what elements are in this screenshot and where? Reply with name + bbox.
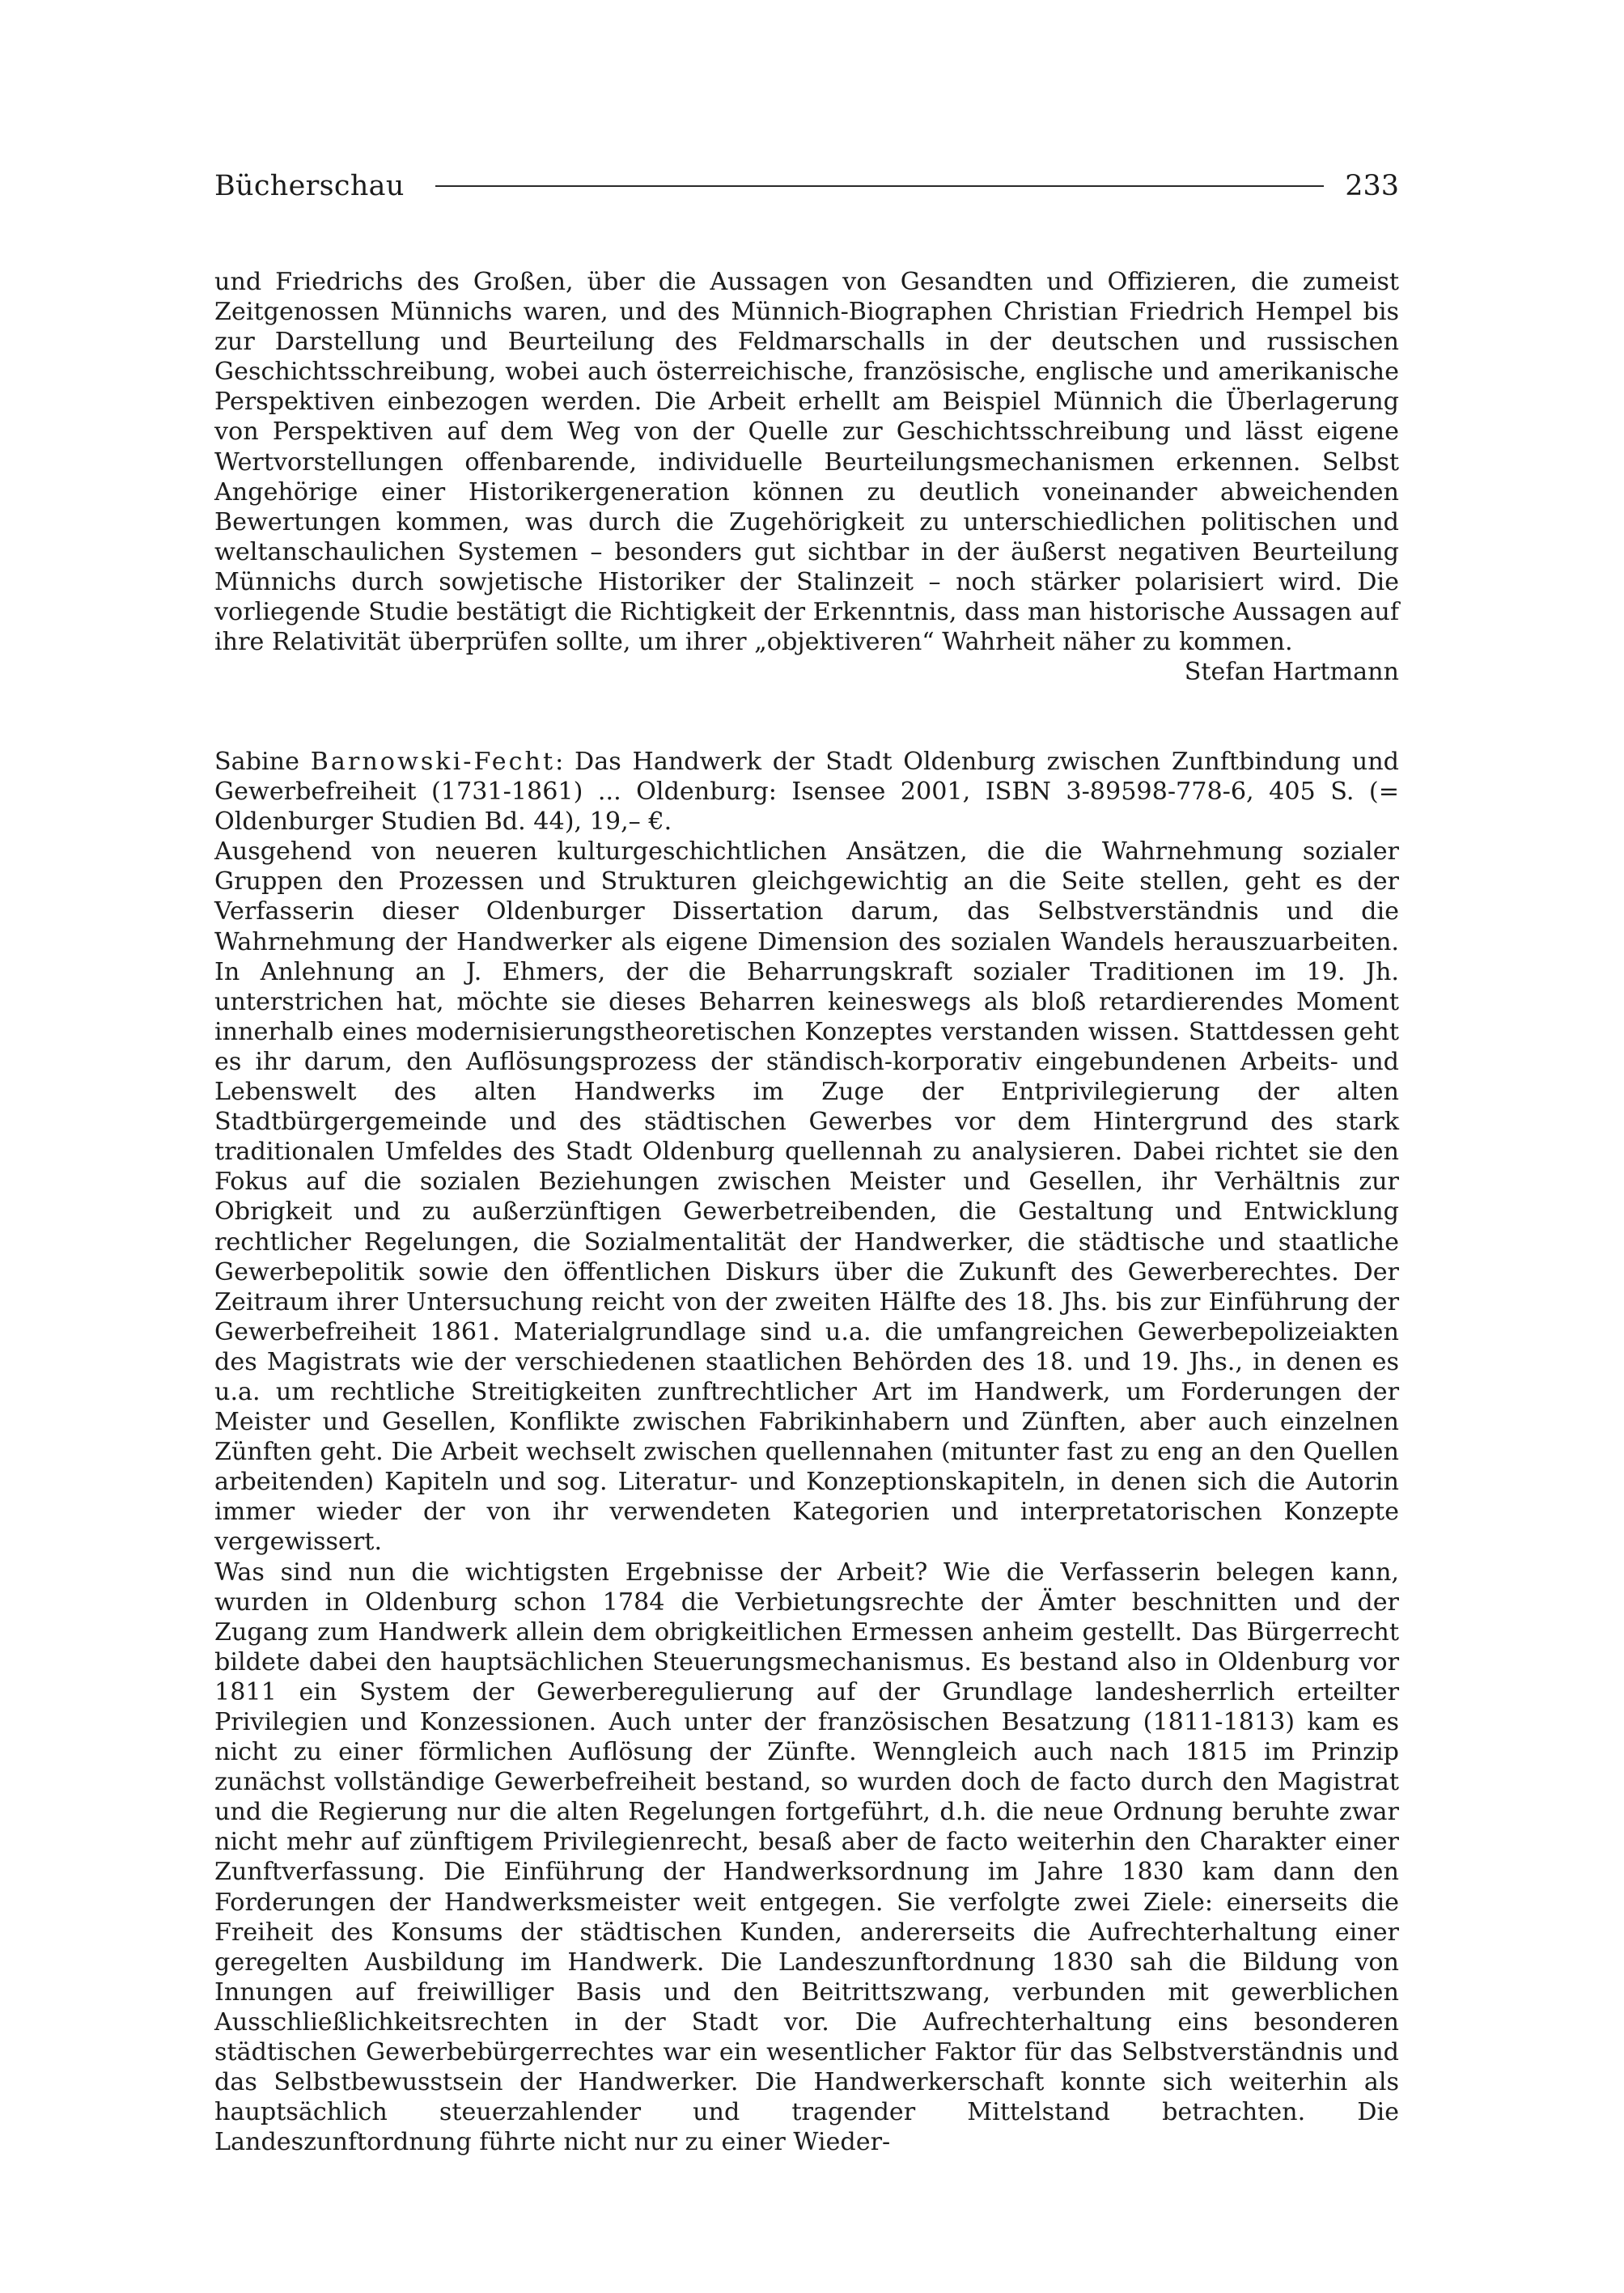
section-title: Bücherschau	[214, 170, 405, 202]
review-paragraph-2: Was sind nun die wichtigsten Ergebnisse der Arbeit? Wie die Verfasserin belegen kann, wurden in Oldenburg schon 1784 die Verbietungsrechte der Ämter beschnitten und der Zugang zum Handwerk allein dem obrigkeitlichen Ermessen anheim gestellt. Das Bürgerrecht bildete dabei den hauptsächlichen Steuerungsmechanismus. Es bestand also in Oldenburg vor 1811 ein System der Gewerberegulierung auf der Grundlage landesherrlich erteilter Privilegien und Konzessionen. Auch unter der französischen Besatzung (1811-1813) kam es nicht zu einer förmlichen Auflösung der Zünfte. Wenngleich auch nach 1815 im Prinzip zunächst vollständige Gewerbefreiheit bestand, so wurden doch de facto durch den Magistrat und die Regierung nur die alten Regelungen fortgeführt, d.h. die neue Ordnung beruhte zwar nicht mehr auf zünftigem Privilegienrecht, besaß aber de facto weiterhin den Charakter einer Zunftverfassung. Die Einführung der Handwerksordnung im Jahre 1830 kam dann den Forderungen der Handwerksmeister weit entgegen. Sie verfolgte zwei Ziele: einerseits die Freiheit des Konsums der städtischen Kunden, andererseits die Aufrechterhaltung einer geregelten Ausbildung im Handwerk. Die Landeszunftordnung 1830 sah die Bildung von Innungen auf freiwilliger Basis und den Beitrittszwang, verbunden mit gewerblichen Ausschließlichkeitsrechten in der Stadt vor. Die Aufrechterhaltung eins besonderen städtischen Gewerbebürgerrechtes war ein wesentlicher Faktor für das Selbstverständnis und das Selbstbewusstsein der Handwerker. Die Handwerkerschaft konnte sich weiterhin als hauptsächlich steuerzahlender und tragender Mittelstand betrachten. Die Landeszunftordnung führte nicht nur zu einer Wieder-	[214, 1558, 1399, 2157]
header-rule	[435, 185, 1325, 187]
running-head	[214, 166, 1399, 206]
review-continuation	[214, 267, 1399, 687]
book-citation	[214, 747, 1399, 837]
reviewer-signature: Stefan Hartmann	[1184, 658, 1399, 687]
review-body-paragraph: und Friedrichs des Großen, über die Aussagen von Gesandten und Offizieren, die zumeist Zeitgenossen Münnichs waren, und des Münnich-Biographen Christian Friedrich Hempel bis zur Darstellung und Beurteilung des Feldmarschalls in der deutschen und russischen Geschichtsschreibung, wobei auch österreichische, französische, englische und amerikanische Perspektiven einbezogen werden. Die Arbeit erhellt am Beispiel Münnich die Überlagerung von Perspektiven auf dem Weg von der Quelle zur Geschichtsschreibung und lässt eigene Wertvorstellungen offenbarende, individuelle Beurteilungsmechanismen erkennen. Selbst Angehörige einer Historikergeneration können zu deutlich voneinander abweichenden Bewertungen kommen, was durch die Zugehörigkeit zu unterschiedlichen politischen und weltanschaulichen Systemen – besonders gut sichtbar in der äußerst negativen Beurteilung Münnichs durch sowjetische Historiker der Stalinzeit – noch stärker polarisiert wird. Die vorliegende Studie bestätigt die Richtigkeit der Erkenntnis, dass man historische Aussagen auf ihre Relativität überprüfen sollte, um ihrer „objektiveren“ Wahrheit näher zu kommen.	[214, 268, 1399, 657]
review-paragraph-1: Ausgehend von neueren kulturgeschichtlichen Ansätzen, die die Wahrnehmung sozialer Gruppen den Prozessen und Strukturen gleichgewichtig an die Seite stellen, geht es der Verfasserin dieser Oldenburger Dissertation darum, das Selbstverständnis und die Wahrnehmung der Handwerker als eigene Dimension des sozialen Wandels herauszuarbeiten. In Anlehnung an J. Ehmers, der die Beharrungskraft sozialer Traditionen im 19. Jh. unterstrichen hat, möchte sie dieses Beharren keineswegs als bloß retardierendes Moment innerhalb eines modernisierungstheoretischen Konzeptes verstanden wissen. Stattdessen geht es ihr darum, den Auflösungsprozess der ständisch-korporativ eingebundenen Arbeits- und Lebenswelt des alten Handwerks im Zuge der Entprivilegierung der alten Stadtbürgergemeinde und des städtischen Gewerbes vor dem Hintergrund des stark traditionalen Umfeldes des Stadt Oldenburg quellennah zu analysieren. Dabei richtet sie den Fokus auf die sozialen Beziehungen zwischen Meister und Gesellen, ihr Verhältnis zur Obrigkeit und zu außerzünftigen Gewerbetreibenden, die Gestaltung und Entwicklung rechtlicher Regelungen, die Sozialmentalität der Handwerker, die städtische und staatliche Gewerbepolitik sowie den öffentlichen Diskurs über die Zukunft des Gewerberechtes. Der Zeitraum ihrer Untersuchung reicht von der zweiten Hälfte des 18. Jhs. bis zur Einführung der Gewerbefreiheit 1861. Materialgrundlage sind u.a. die umfangreichen Gewerbepolizeiakten des Magistrats wie der verschiedenen staatlichen Behörden des 18. und 19. Jhs., in denen es u.a. um rechtliche Streitigkeiten zunftrechtlicher Art im Handwerk, um Forderungen der Meister und Gesellen, Konflikte zwischen Fabrikinhabern und Zünften, aber auch einzelnen Zünften geht. Die Arbeit wechselt zwischen quellennahen (mitunter fast zu eng an den Quellen arbeitenden) Kapiteln und sog. Literatur- und Konzeptionskapiteln, in denen sich die Autorin immer wieder der von ihr verwendeten Kategorien und interpretatorischen Konzepte vergewissert.	[214, 837, 1399, 1557]
citation-author-last: Barnowski-Fecht	[310, 748, 556, 776]
citation-details: : Das Handwerk der Stadt Oldenburg zwischen Zunftbindung und Gewerbefreiheit (1731-1861) ... Oldenburg: Isensee 2001, ISBN 3-89598-778-6, 405 S. (= Oldenburger Studien Bd. 44), 19,– €.	[214, 748, 1399, 837]
page-number: 233	[1345, 170, 1399, 202]
citation-author-first: Sabine	[214, 748, 299, 776]
review-entry	[214, 747, 1399, 2157]
